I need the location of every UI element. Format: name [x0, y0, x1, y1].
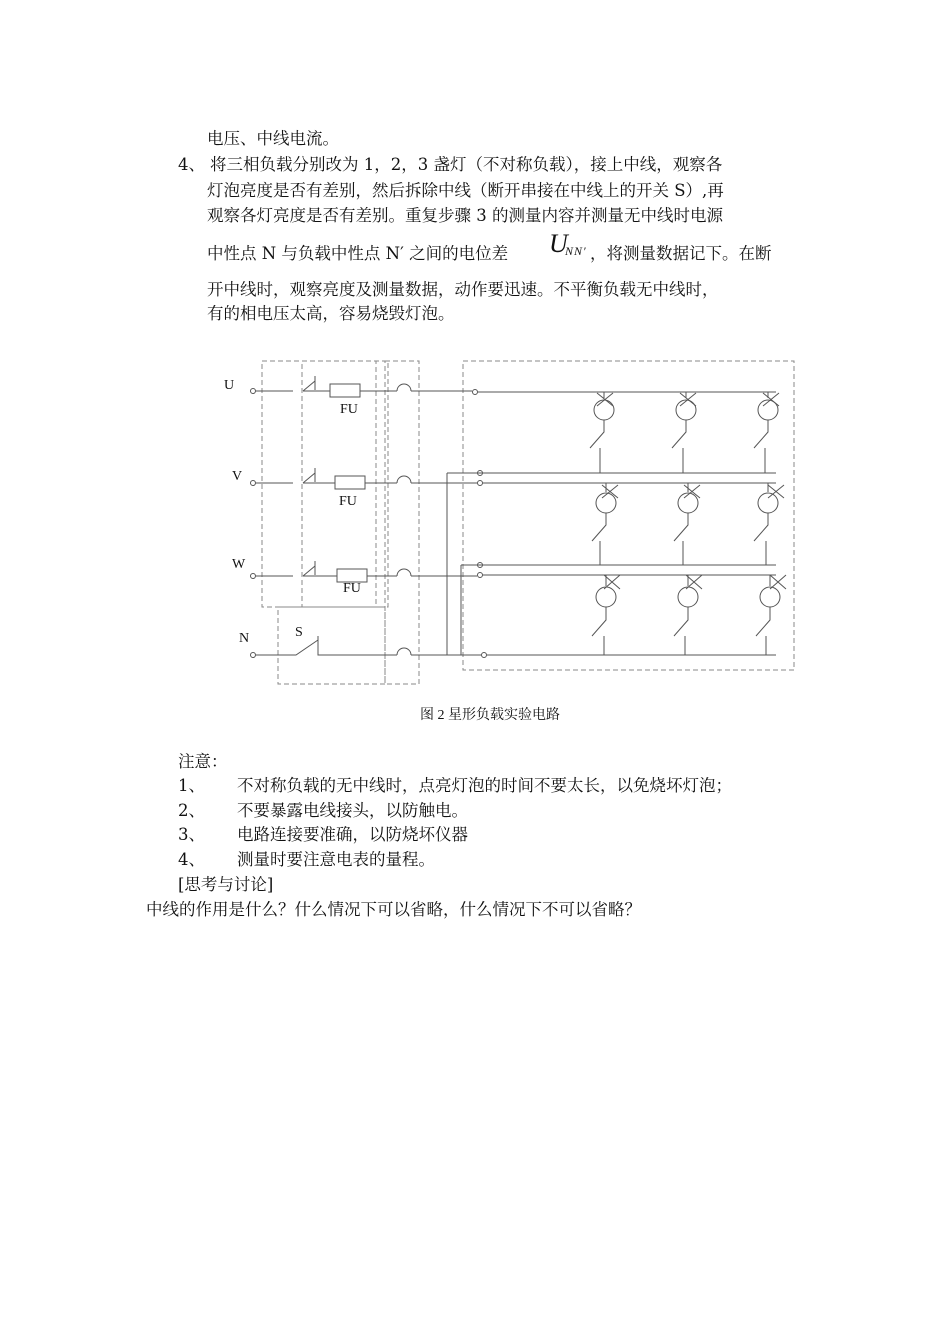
- label-n: N: [239, 631, 250, 646]
- notes-heading: 注意：: [178, 752, 228, 771]
- phase-v-line: [256, 468, 776, 489]
- note-text: 电路连接要准确，以防烧坏仪器: [237, 825, 468, 844]
- text-line: 观察各灯亮度是否有差别。重复步骤 3 的测量内容并测量无中线时电源: [207, 206, 723, 225]
- label-u: U: [224, 378, 235, 393]
- text-line: 电压、中线电流。: [207, 129, 339, 148]
- discussion-question: 中线的作用是什么？什么情况下可以省略，什么情况下不可以省略？: [146, 900, 641, 919]
- lamp: [592, 483, 618, 560]
- label-switch: S: [295, 625, 303, 640]
- note-text: 不对称负载的无中线时，点亮灯泡的时间不要太长，以免烧坏灯泡；: [237, 776, 732, 795]
- terminals: [251, 389, 487, 658]
- source-box: [262, 361, 376, 607]
- note-number: 1、: [178, 776, 205, 795]
- text-line: 将三相负载分别改为 1，2，3 盏灯（不对称负载），接上中线，观察各: [210, 155, 723, 174]
- meter-box: [385, 361, 419, 684]
- discussion-heading: [思考与讨论]: [178, 875, 274, 894]
- lamp: [754, 483, 784, 560]
- note-number: 2、: [178, 801, 205, 820]
- label-fu-3: FU: [343, 581, 361, 596]
- text-line: 开中线时，观察亮度及测量数据，动作要迅速。不平衡负载无中线时，: [207, 280, 719, 299]
- lamp: [674, 575, 702, 648]
- note-number: 4、: [178, 850, 205, 869]
- note-number: 3、: [178, 825, 205, 844]
- label-fu-2: FU: [339, 494, 357, 509]
- symbol-subscript: NN′: [565, 244, 587, 258]
- label-w: W: [232, 557, 246, 572]
- figure-caption: 图 2 星形负载实验电路: [420, 708, 560, 723]
- potential-difference-symbol: [549, 229, 587, 259]
- lamp: [592, 575, 620, 648]
- label-v: V: [232, 469, 243, 484]
- lamp: [754, 392, 779, 470]
- symbol-u: U: [549, 229, 568, 258]
- star-load-circuit-diagram: [0, 340, 950, 700]
- lamp: [674, 483, 700, 560]
- neutral-line: [256, 636, 776, 655]
- load-box: [463, 361, 794, 670]
- text-line: 灯泡亮度是否有差别，然后拆除中线（断开串接在中线上的开关 S）,再: [207, 181, 724, 200]
- lamp-row-u: [590, 392, 779, 470]
- lamp: [672, 392, 696, 470]
- text-line: 有的相电压太高，容易烧毁灯泡。: [207, 304, 455, 323]
- lamp: [590, 392, 614, 470]
- step-number: 4、: [178, 155, 205, 174]
- note-text: 测量时要注意电表的量程。: [237, 850, 435, 869]
- note-text: 不要暴露电线接头，以防触电。: [237, 801, 468, 820]
- label-fu-1: FU: [340, 402, 358, 417]
- text-line: 中性点 N 与负载中性点 N′ 之间的电位差: [207, 244, 509, 263]
- phase-u-line: [256, 376, 776, 397]
- lamp: [756, 575, 786, 648]
- bus-wiring: [447, 470, 776, 655]
- neutral-box: [278, 607, 385, 684]
- text-line: ，将测量数据记下。在断: [590, 244, 772, 263]
- lamp-row-w: [592, 575, 786, 648]
- lamp-row-v: [592, 483, 784, 560]
